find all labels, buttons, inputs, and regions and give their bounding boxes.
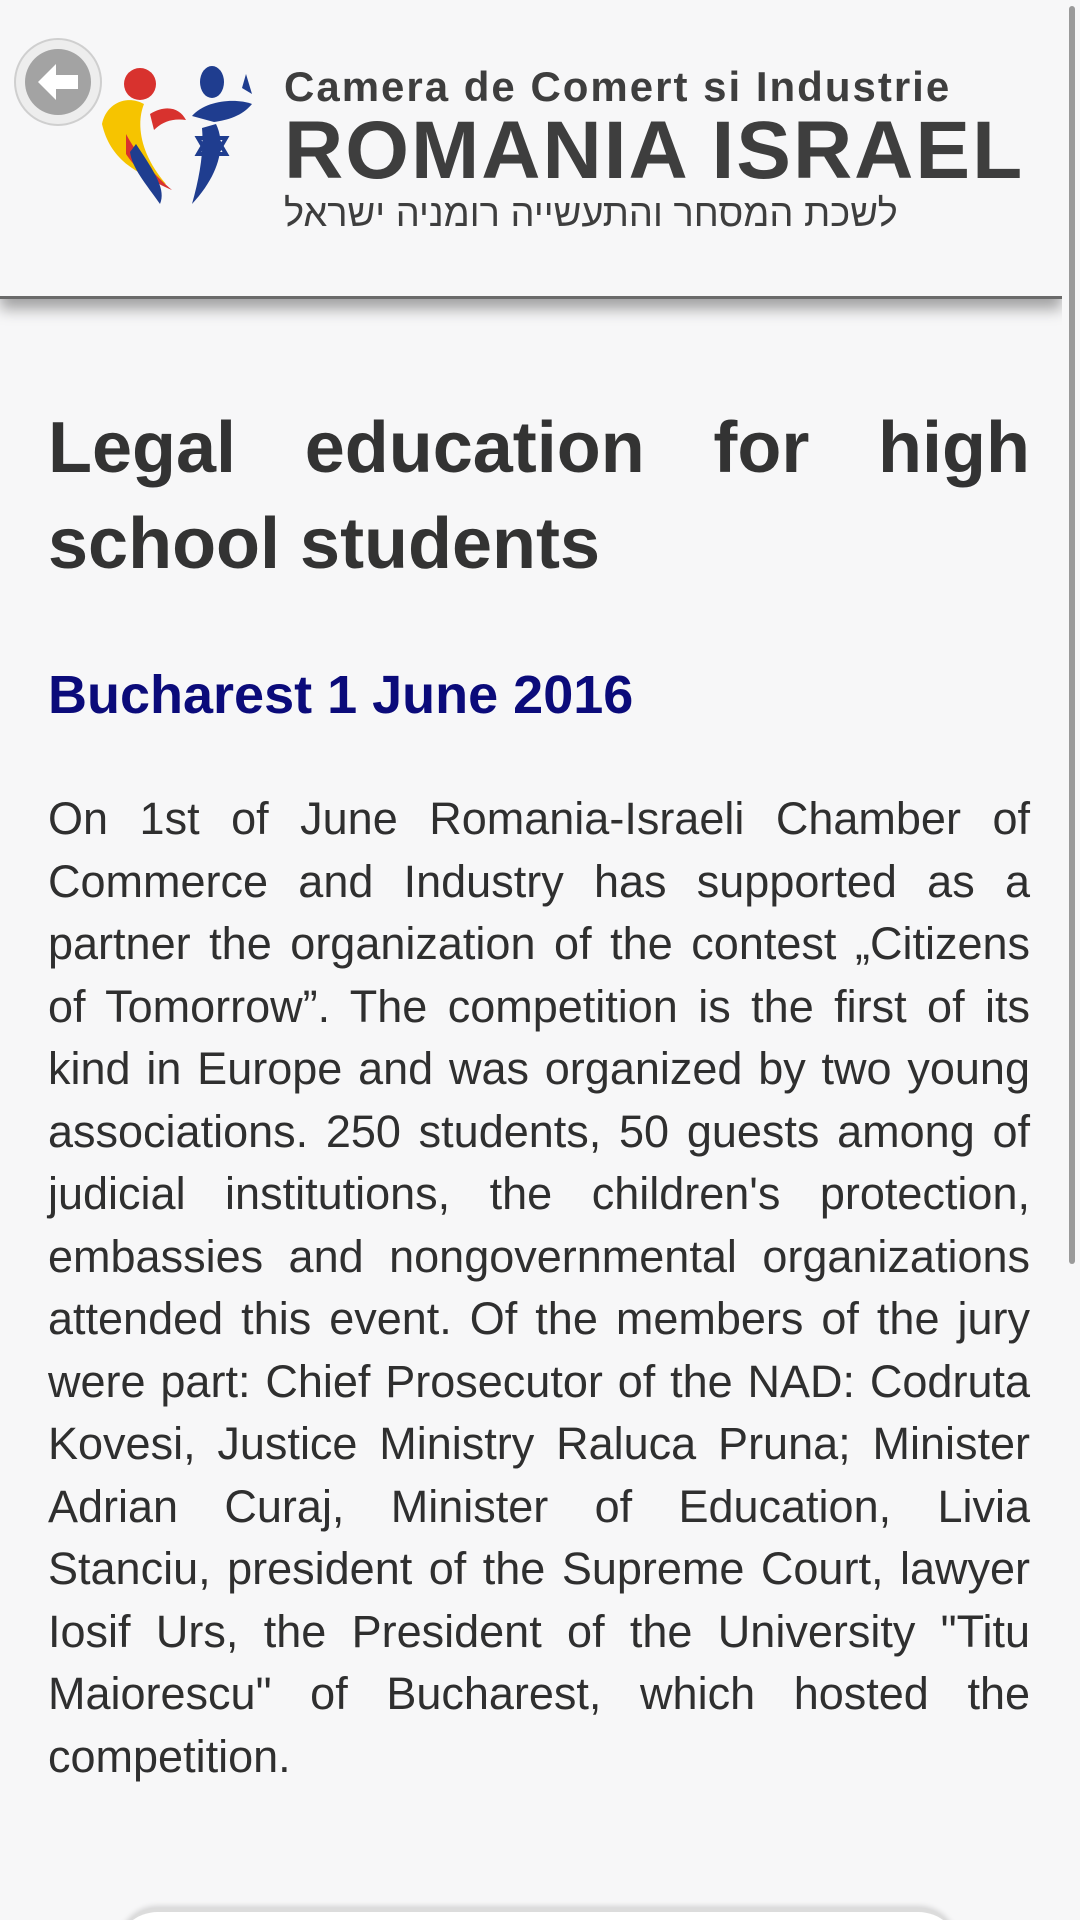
next-card-edge[interactable] (118, 1908, 958, 1920)
page-title: Legal education for high school students (48, 408, 1030, 584)
back-button[interactable] (14, 38, 102, 126)
brand-text (284, 62, 1025, 236)
scrollbar-thumb[interactable] (1069, 6, 1075, 1264)
brand-line-1: Camera de Comert si Industrie (284, 63, 952, 110)
article-content (48, 400, 1030, 1788)
vertical-scrollbar[interactable] (1062, 0, 1080, 1920)
brand-line-2: ROMANIA ISRAEL (284, 105, 1025, 196)
back-arrow-icon (25, 49, 91, 115)
article-body: On 1st of June Romania-Israeli Chamber of Commerce and Industry has supported as a partner the organization of the contest „Citizens of Tomorrow”. The competition is the first of its kind in Europe and was organized by two young associations. 250 students, 50 guests among of judicial institutions, the children's protection, embassies and nongovernmental organizations attended this event. Of the members of the jury were part: Chief Prosecutor of the NAD: Codruta Kovesi, Justice Ministry Raluca Pruna; Minister Adrian Curaj, Minister of Education, Livia Stanciu, president of the Supreme Court, lawyer Iosif Urs, the President of the University "Titu Maiorescu" of Bucharest, which hosted the competition. (48, 793, 1030, 1782)
brand-line-3-hebrew: לשכת המסחר והתעשייה רומניה ישראל (284, 193, 898, 235)
chamber-logo (96, 64, 266, 214)
article-dateline: Bucharest 1 June 2016 (48, 665, 634, 725)
site-header (0, 0, 1062, 299)
